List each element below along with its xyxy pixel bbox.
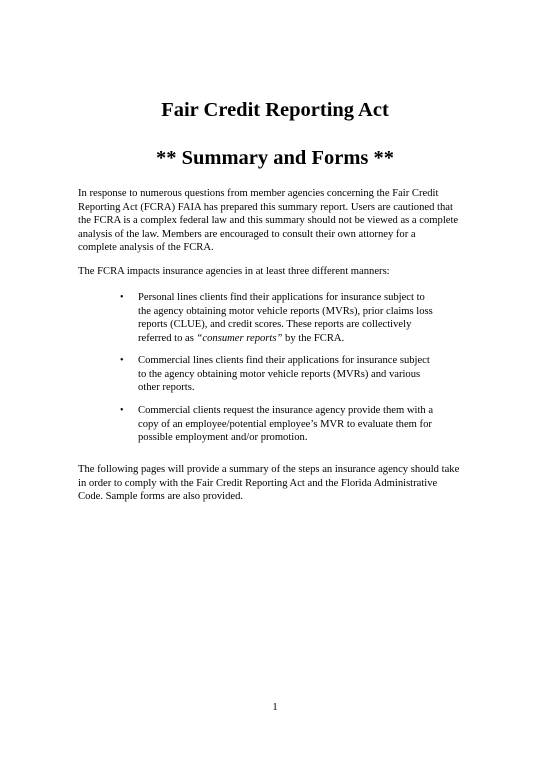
bullet-line: copy of an employee/potential employee’s MVR to evaluate them for <box>138 418 432 430</box>
bullet-text <box>138 404 478 445</box>
bullet-line-prefix: referred to as <box>138 332 197 344</box>
bullet-icon: • <box>120 405 124 416</box>
intro-line: complete analysis of the FCRA. <box>78 242 214 254</box>
bullet-line: to the agency obtaining motor vehicle reports (MVRs) and various <box>138 368 421 380</box>
impacts-intro-paragraph <box>78 265 478 279</box>
intro-line: analysis of the law. Members are encouraged to consult their own attorney for a <box>78 228 416 240</box>
bullet-line-suffix: by the FCRA. <box>282 332 345 344</box>
bullet-line: other reports. <box>138 382 195 394</box>
intro-paragraph <box>78 187 478 255</box>
bullet-line: Commercial clients request the insurance agency provide them with a <box>138 405 434 416</box>
bullet-icon: • <box>120 355 124 366</box>
consumer-reports-emphasis: “consumer reports” <box>196 332 283 344</box>
document-title: Fair Credit Reporting Act <box>161 99 389 121</box>
bullet-icon: • <box>120 292 124 303</box>
impacts-intro-line: The FCRA impacts insurance agencies in at least three different manners: <box>78 266 390 277</box>
bullet-line: possible employment and/or promotion. <box>138 432 308 444</box>
bullet-line-with-emphasis <box>138 332 478 346</box>
closing-line: The following pages will provide a summary of the steps an insurance agency should take <box>78 464 460 475</box>
bullet-line: reports (CLUE), and credit scores. These reports are collectively <box>138 319 412 331</box>
bullet-text <box>138 291 478 345</box>
intro-line: the FCRA is a complex federal law and this summary should not be viewed as a complete <box>78 215 459 227</box>
intro-line: Reporting Act (FCRA) FAIA has prepared this summary report. Users are cautioned that <box>78 201 453 213</box>
page-number: 1 <box>272 702 278 713</box>
document-subtitle: ** Summary and Forms ** <box>155 147 395 169</box>
bullet-line: Personal lines clients find their applications for insurance subject to <box>138 292 425 303</box>
closing-line: Code. Sample forms are also provided. <box>78 491 244 503</box>
closing-paragraph <box>78 463 478 504</box>
bullet-line: the agency obtaining motor vehicle reports (MVRs), prior claims loss <box>138 305 433 317</box>
bullet-text <box>138 354 478 395</box>
bullet-line: Commercial lines clients find their applications for insurance subject <box>138 355 430 366</box>
closing-line: in order to comply with the Fair Credit Reporting Act and the Florida Administrative <box>78 477 438 489</box>
intro-line: In response to numerous questions from member agencies concerning the Fair Credit <box>78 188 439 199</box>
